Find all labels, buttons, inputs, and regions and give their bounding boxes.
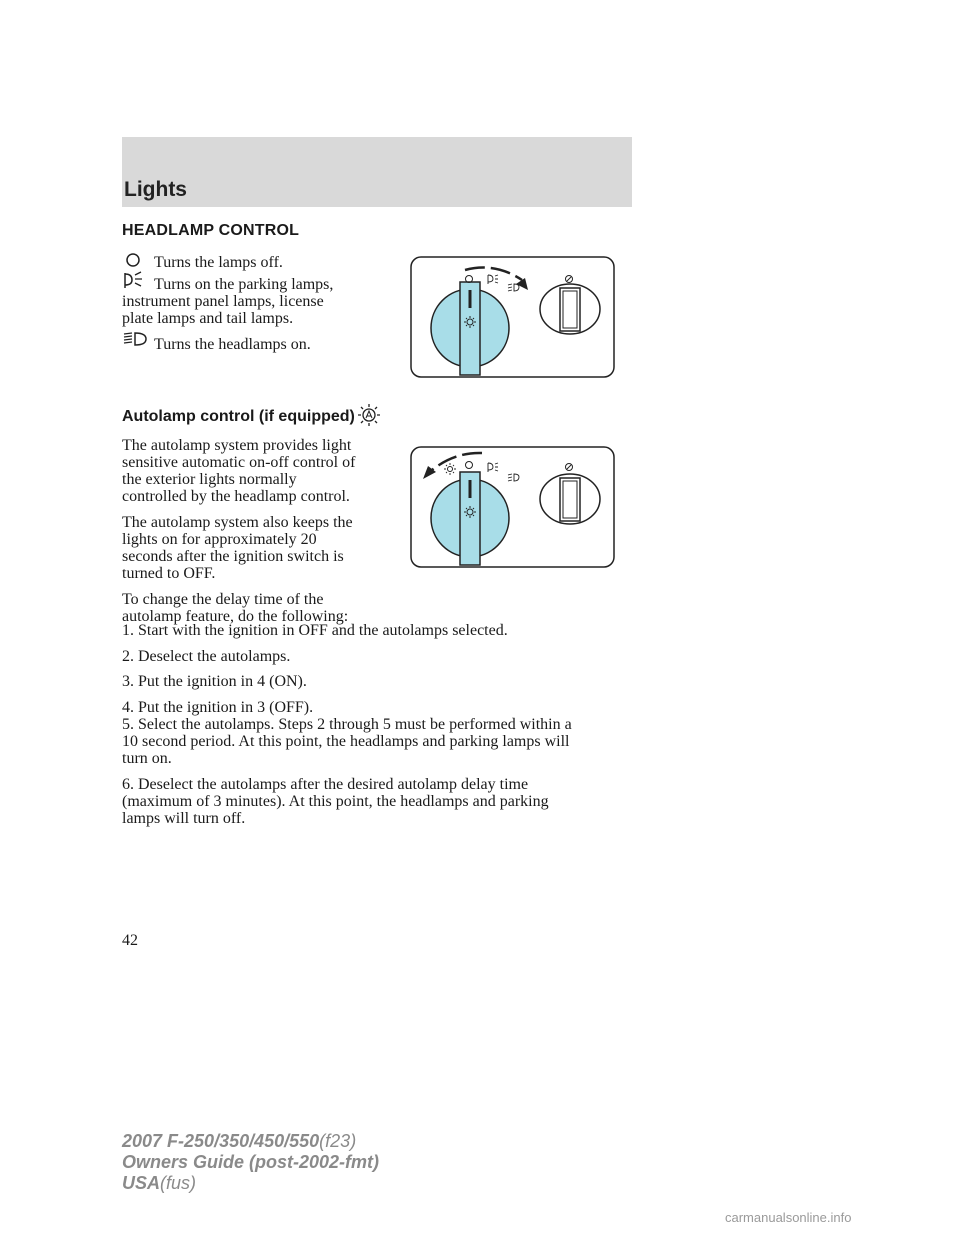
footer-market-code: (fus) <box>160 1173 197 1193</box>
step-6-line2: (maximum of 3 minutes). At this point, the headlamps and parking <box>122 793 549 810</box>
autolamp-para2-line2: lights on for approximately 20 <box>122 531 317 548</box>
autolamp-switch-figure <box>410 446 615 568</box>
autolamp-para2-line4: turned to OFF. <box>122 565 216 582</box>
parking-lamps-icon <box>121 270 147 290</box>
document-footer <box>122 1131 379 1194</box>
watermark-text: carmanualsonline.info <box>725 1210 852 1225</box>
lamps-off-text: Turns the lamps off. <box>154 254 283 271</box>
section-header-band <box>122 137 632 207</box>
footer-market: USA <box>122 1173 161 1193</box>
step-2: 2. Deselect the autolamps. <box>122 648 291 665</box>
step-3: 3. Put the ignition in 4 (ON). <box>122 673 307 690</box>
autolamp-heading: Autolamp control (if equipped) <box>122 408 355 425</box>
autolamp-para1-line1: The autolamp system provides light <box>122 437 352 454</box>
autolamp-para2-line1: The autolamp system also keeps the <box>122 514 353 531</box>
headlamp-control-heading: HEADLAMP CONTROL <box>122 222 300 239</box>
autolamp-para2-line3: seconds after the ignition switch is <box>122 548 344 565</box>
footer-model: 2007 F-250/350/450/550 <box>122 1131 320 1151</box>
step-4: 4. Put the ignition in 3 (OFF). <box>122 699 314 716</box>
autolamp-icon <box>356 402 382 428</box>
autolamp-para1-line3: the exterior lights normally <box>122 471 297 488</box>
lamps-off-icon <box>122 252 144 268</box>
page-number: 42 <box>122 932 138 949</box>
parking-lamps-text-3: plate lamps and tail lamps. <box>122 310 294 327</box>
parking-lamps-text-2: instrument panel lamps, license <box>122 293 324 310</box>
autolamp-para1-line2: sensitive automatic on-off control of <box>122 454 356 471</box>
headlamps-icon <box>121 330 149 348</box>
parking-lamps-text-1: Turns on the parking lamps, <box>154 276 334 293</box>
step-6-line3: lamps will turn off. <box>122 810 246 827</box>
step-5-line2: 10 second period. At this point, the headlamps and parking lamps will <box>122 733 570 750</box>
headlamps-text: Turns the headlamps on. <box>154 336 311 353</box>
step-6-line1: 6. Deselect the autolamps after the desired autolamp delay time <box>122 776 529 793</box>
autolamp-para1-line4: controlled by the headlamp control. <box>122 488 350 505</box>
step-5-line3: turn on. <box>122 750 172 767</box>
footer-guide: Owners Guide (post-2002-fmt) <box>122 1152 380 1172</box>
autolamp-para3-line1: To change the delay time of the <box>122 591 324 608</box>
headlamp-switch-figure <box>410 256 615 378</box>
step-5-line1: 5. Select the autolamps. Steps 2 through 5 must be performed within a <box>122 716 572 733</box>
step-1: 1. Start with the ignition in OFF and the autolamps selected. <box>122 622 508 639</box>
autolamp-para3-line2: autolamp feature, do the following: <box>122 608 349 625</box>
section-title: Lights <box>124 178 187 201</box>
footer-model-code: (f23) <box>319 1131 357 1151</box>
